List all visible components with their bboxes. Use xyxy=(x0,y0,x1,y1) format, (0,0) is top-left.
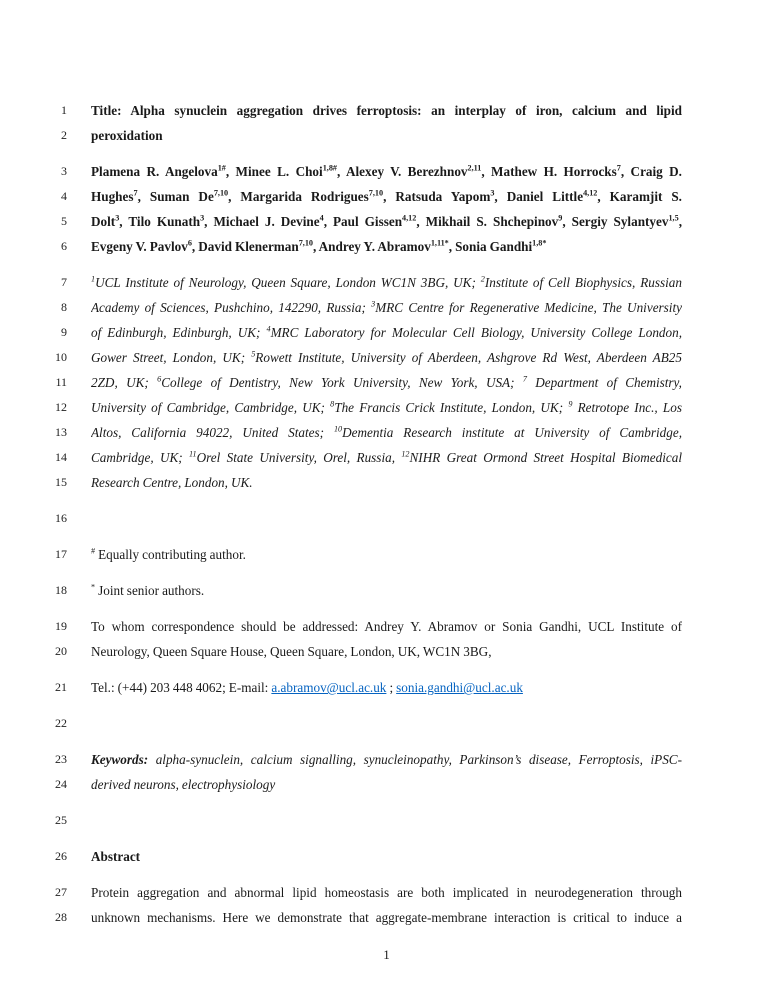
text-segment: Altos, California 94022, United States; xyxy=(91,425,334,440)
line-number: 12 xyxy=(55,400,67,414)
line-number: 6 xyxy=(61,239,67,253)
text-segment: , Andrey Y. Abramov xyxy=(313,239,431,254)
line-number: 3 xyxy=(61,164,67,178)
document-line xyxy=(0,270,773,295)
text-segment xyxy=(218,164,226,179)
line-number: 11 xyxy=(55,375,67,389)
document-line xyxy=(0,639,773,664)
text-segment: UCL Institute of Neurology, Queen Square, London WC1N 3BG, UK; xyxy=(95,275,481,290)
text-segment: Tel.: (+44) 203 448 4062; E-mail: xyxy=(91,680,272,695)
document-line xyxy=(0,905,773,930)
text-segment: Hughes xyxy=(91,189,134,204)
superscript-affiliation-marker: 1 xyxy=(91,274,96,284)
line-number: 10 xyxy=(55,350,67,364)
superscript-affiliation-marker: * xyxy=(91,582,96,592)
line-text xyxy=(91,370,682,395)
text-segment: Institute of Cell Biophysics, Russian xyxy=(484,275,682,290)
text-segment: , Karamjit S. xyxy=(597,189,682,204)
superscript-affiliation-marker: 3 xyxy=(371,299,376,309)
document-line xyxy=(0,445,773,470)
superscript-affiliation-marker: 1,8* xyxy=(532,238,547,248)
superscript-affiliation-marker: 5 xyxy=(251,349,256,359)
text-segment: , Michael J. Devine xyxy=(204,214,320,229)
text-segment: , David Klenerman xyxy=(191,239,299,254)
email-link[interactable]: a.abramov@ucl.ac.uk xyxy=(271,680,387,695)
line-text xyxy=(91,209,682,234)
superscript-affiliation-marker: 1# xyxy=(217,163,226,173)
text-segment: Dolt xyxy=(91,214,116,229)
document-line xyxy=(0,506,773,531)
document-line xyxy=(0,370,773,395)
line-text xyxy=(91,420,682,445)
line-text xyxy=(91,639,682,664)
line-text xyxy=(91,270,682,295)
text-segment: NIHR Great Ormond Street Hospital Biomedical xyxy=(409,450,682,465)
text-segment: Equally contributing author. xyxy=(95,547,246,562)
document-line xyxy=(0,209,773,234)
text-segment: Dementia Research institute at University of Cambridge, xyxy=(342,425,682,440)
superscript-affiliation-marker: # xyxy=(91,546,96,556)
document-line xyxy=(0,747,773,772)
text-segment: , Sonia Gandhi xyxy=(448,239,533,254)
line-text xyxy=(91,542,682,567)
text-segment: , Margarida Rodrigues xyxy=(228,189,369,204)
text-segment: , xyxy=(678,214,682,229)
line-text xyxy=(91,98,682,123)
document-line xyxy=(0,772,773,797)
superscript-affiliation-marker: 7,10 xyxy=(368,188,384,198)
text-segment: Title: Alpha synuclein aggregation drives ferroptosis: an interplay of iron, calcium and lipid xyxy=(91,103,682,118)
line-number: 13 xyxy=(55,425,67,439)
text-segment: unknown mechanisms. Here we demonstrate that aggregate-membrane interaction is critical to induce a xyxy=(91,910,682,925)
line-text xyxy=(91,123,682,148)
line-number: 24 xyxy=(55,777,67,791)
text-segment xyxy=(583,189,597,204)
text-segment: Neurology, Queen Square House, Queen Square, London, UK, WC1N 3BG, xyxy=(91,644,492,659)
line-number: 7 xyxy=(61,275,67,289)
superscript-affiliation-marker: 10 xyxy=(333,424,343,434)
line-number: 23 xyxy=(55,752,67,766)
document-line xyxy=(0,234,773,259)
line-number: 17 xyxy=(55,547,67,561)
email-link[interactable]: sonia.gandhi@ucl.ac.uk xyxy=(396,680,523,695)
superscript-affiliation-marker: 8 xyxy=(330,399,335,409)
text-segment: Retrotope Inc., Los xyxy=(572,400,682,415)
text-segment: Cambridge, UK; xyxy=(91,450,190,465)
line-text xyxy=(91,445,682,470)
superscript-affiliation-marker: 7 xyxy=(522,374,527,384)
text-segment: of Edinburgh, Edinburgh, UK; xyxy=(91,325,267,340)
superscript-affiliation-marker: 4 xyxy=(266,324,271,334)
line-text xyxy=(91,747,682,772)
text-segment: Rowett Institute, University of Aberdeen, Ashgrove Rd West, Aberdeen AB25 xyxy=(255,350,682,365)
line-number: 20 xyxy=(55,644,67,658)
line-text xyxy=(91,506,682,531)
line-number: 8 xyxy=(61,300,67,314)
superscript-affiliation-marker: 1,8# xyxy=(322,163,337,173)
text-segment: , Mathew H. Horrocks xyxy=(481,164,617,179)
text-segment: peroxidation xyxy=(91,128,163,143)
superscript-affiliation-marker: 4,12 xyxy=(402,213,417,223)
document-line xyxy=(0,844,773,869)
line-text xyxy=(91,808,682,833)
text-segment xyxy=(401,450,409,465)
text-segment: Orel State University, Orel, Russia, xyxy=(196,450,402,465)
text-segment: Research Centre, London, UK. xyxy=(91,475,253,490)
text-segment: MRC Laboratory for Molecular Cell Biology, University College London, xyxy=(270,325,682,340)
line-text xyxy=(91,234,682,259)
document-line xyxy=(0,808,773,833)
text-segment: , Sergiy Sylantyev xyxy=(562,214,669,229)
superscript-affiliation-marker: 7,10 xyxy=(213,188,229,198)
document-line xyxy=(0,542,773,567)
superscript-affiliation-marker: 3 xyxy=(200,213,205,223)
superscript-affiliation-marker: 12 xyxy=(401,449,410,459)
text-segment xyxy=(189,450,197,465)
line-text xyxy=(91,295,682,320)
page-number: 1 xyxy=(383,947,390,962)
line-text xyxy=(91,614,682,639)
line-text xyxy=(91,184,682,209)
text-segment: , Ratsuda Yapom xyxy=(383,189,491,204)
document-line xyxy=(0,614,773,639)
superscript-affiliation-marker: 7,10 xyxy=(298,238,314,248)
line-text xyxy=(91,470,682,495)
text-segment xyxy=(323,164,337,179)
document-line xyxy=(0,320,773,345)
text-segment xyxy=(668,214,678,229)
text-segment xyxy=(468,164,482,179)
line-text xyxy=(91,320,682,345)
text-segment: , Alexey V. Berezhnov xyxy=(337,164,468,179)
line-text xyxy=(91,711,682,736)
line-text xyxy=(91,395,682,420)
document-line xyxy=(0,295,773,320)
line-number: 5 xyxy=(61,214,67,228)
superscript-affiliation-marker: 3 xyxy=(490,188,495,198)
line-number: 15 xyxy=(55,475,67,489)
text-segment: alpha-synuclein, calcium signalling, synucleinopathy, Parkinson’s disease, Ferroptosis, iPSC- xyxy=(155,752,682,767)
line-number: 27 xyxy=(55,885,67,899)
text-segment xyxy=(402,214,416,229)
text-segment: To whom correspondence should be addressed: Andrey Y. Abramov or Sonia Gandhi, UCL Institute of xyxy=(91,619,682,634)
line-text xyxy=(91,159,682,184)
text-segment: 2ZD, UK; xyxy=(91,375,158,390)
document-line xyxy=(0,420,773,445)
superscript-affiliation-marker: 2 xyxy=(480,274,485,284)
text-segment: Plamena R. Angelova xyxy=(91,164,218,179)
superscript-affiliation-marker: 1,11* xyxy=(430,238,449,248)
text-segment: , Tilo Kunath xyxy=(119,214,201,229)
superscript-affiliation-marker: 9 xyxy=(558,213,563,223)
text-segment: , Suman De xyxy=(137,189,214,204)
document-line xyxy=(0,578,773,603)
text-segment: , Minee L. Choi xyxy=(225,164,323,179)
superscript-affiliation-marker: 11 xyxy=(189,449,197,459)
text-segment: University of Cambridge, Cambridge, UK; xyxy=(91,400,331,415)
line-number: 28 xyxy=(55,910,67,924)
text-segment: Evgeny V. Pavlov xyxy=(91,239,188,254)
document-line xyxy=(0,123,773,148)
superscript-affiliation-marker: 7 xyxy=(133,188,138,198)
line-number: 21 xyxy=(55,680,67,694)
superscript-affiliation-marker: 6 xyxy=(157,374,162,384)
text-segment: Keywords: xyxy=(91,752,156,767)
line-text xyxy=(91,880,682,905)
superscript-affiliation-marker: 3 xyxy=(115,213,120,223)
line-text xyxy=(91,675,682,700)
line-number: 4 xyxy=(61,189,67,203)
line-number: 26 xyxy=(55,849,67,863)
superscript-affiliation-marker: 1,5 xyxy=(668,213,679,223)
line-number: 1 xyxy=(61,103,67,117)
line-text xyxy=(91,905,682,930)
superscript-affiliation-marker: 2,11 xyxy=(467,163,482,173)
line-number: 14 xyxy=(55,450,67,464)
text-segment: Gower Street, London, UK; xyxy=(91,350,252,365)
text-segment: The Francis Crick Institute, London, UK; xyxy=(334,400,569,415)
document-line xyxy=(0,159,773,184)
line-text xyxy=(91,844,682,869)
text-segment xyxy=(532,239,546,254)
text-segment: , Paul Gissen xyxy=(323,214,403,229)
text-segment xyxy=(369,189,383,204)
line-text xyxy=(91,772,682,797)
superscript-affiliation-marker: 4,12 xyxy=(583,188,598,198)
text-segment: Protein aggregation and abnormal lipid homeostasis are both implicated in neurodegeneration through xyxy=(91,885,682,900)
text-segment: Department of Chemistry, xyxy=(526,375,682,390)
text-segment xyxy=(431,239,449,254)
text-segment: , Craig D. xyxy=(620,164,682,179)
line-number: 9 xyxy=(61,325,67,339)
text-segment xyxy=(334,425,342,440)
line-number: 19 xyxy=(55,619,67,633)
text-segment: , Mikhail S. Shchepinov xyxy=(416,214,559,229)
line-text xyxy=(91,578,682,603)
text-segment xyxy=(214,189,228,204)
text-segment xyxy=(299,239,313,254)
document-line xyxy=(0,711,773,736)
superscript-affiliation-marker: 4 xyxy=(319,213,324,223)
document-line xyxy=(0,675,773,700)
superscript-affiliation-marker: 6 xyxy=(187,238,192,248)
document-line xyxy=(0,345,773,370)
superscript-affiliation-marker: 9 xyxy=(568,399,573,409)
line-text xyxy=(91,345,682,370)
line-number: 25 xyxy=(55,813,67,827)
line-number: 2 xyxy=(61,128,67,142)
line-number: 18 xyxy=(55,583,67,597)
line-number: 22 xyxy=(55,716,67,730)
text-segment: Academy of Sciences, Pushchino, 142290, Russia; xyxy=(91,300,372,315)
document-line xyxy=(0,880,773,905)
document-line xyxy=(0,98,773,123)
text-segment: , Daniel Little xyxy=(494,189,584,204)
document-line xyxy=(0,395,773,420)
line-number: 16 xyxy=(55,511,67,525)
text-segment: MRC Centre for Regenerative Medicine, The University xyxy=(375,300,682,315)
text-segment: Abstract xyxy=(91,849,141,864)
text-segment: Joint senior authors. xyxy=(95,583,205,598)
superscript-affiliation-marker: 7 xyxy=(616,163,621,173)
text-segment: ; xyxy=(386,680,397,695)
document-line xyxy=(0,184,773,209)
document-line xyxy=(0,470,773,495)
text-segment: derived neurons, electrophysiology xyxy=(91,777,276,792)
text-segment: College of Dentistry, New York University, New York, USA; xyxy=(161,375,523,390)
